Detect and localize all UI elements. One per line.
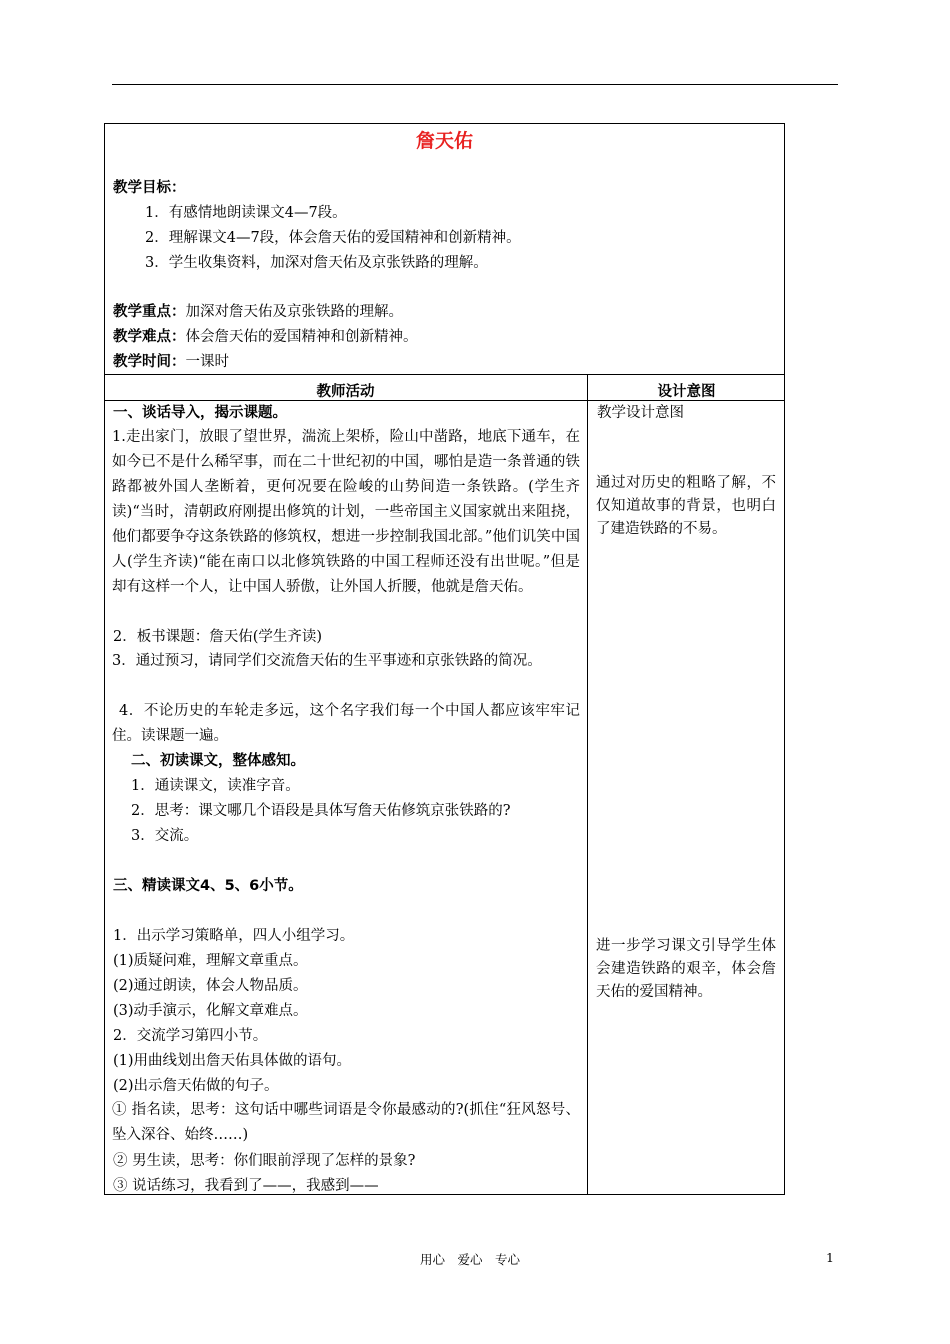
section-3-item: 1．出示学习策略单，四人小组学习。	[113, 928, 355, 944]
objective-item: 3．学生收集资料，加深对詹天佑及京张铁路的理解。	[145, 255, 488, 271]
page-number: 1	[826, 1250, 834, 1265]
difficulty-label: 教学难点：	[113, 329, 186, 345]
table-column-divider	[587, 374, 588, 1195]
key-point-label: 教学重点：	[113, 304, 186, 320]
section-3-item: 2．交流学习第四小节。	[113, 1028, 268, 1044]
section-3-step: ② 男生读，思考：你们眼前浮现了怎样的景象?	[113, 1153, 416, 1169]
section-1-paragraph: 1.走出家门，放眼了望世界，湍流上架桥，险山中凿路，地底下通车，在如今已不是什么稀罕事，而在二十世纪初的中国，哪怕是造一条普通的铁路都被外国人垄断着，更何况要在险峻的山势间造一条铁路。(学生齐读)“当时，清朝政府刚提出修筑的计划，一些帝国主义国家就出来阻挠，他们都要争夺这条铁路的修筑权，想进一步控制我国北部。”他们讥笑中国人(学生齐读)“能在南口以北修筑铁路的中国工程师还没有出世呢。”但是却有这样一个人，让中国人骄傲，让外国人折腰，他就是詹天佑。	[112, 429, 580, 595]
section-1-item: 2．板书课题：詹天佑(学生齐读)	[113, 629, 323, 645]
header-rule	[112, 84, 838, 85]
design-note: 进一步学习课文引导学生体会建造铁路的艰辛，体会詹天佑的爱国精神。	[596, 938, 776, 1000]
footer-motto: 用心 爱心 专心	[419, 1252, 520, 1267]
table-divider-header	[104, 374, 785, 375]
section-3-item: (2)出示詹天佑做的句子。	[113, 1078, 279, 1094]
section-1-item: 4．不论历史的车轮走多远，这个名字我们每一个中国人都应该牢牢记住。读课题一遍。	[112, 703, 580, 744]
duration-label: 教学时间：	[113, 354, 186, 370]
design-note: 教学设计意图	[597, 405, 684, 421]
section-1-item: 3．通过预习，请同学们交流詹天佑的生平事迹和京张铁路的简况。	[112, 653, 542, 669]
key-point-text: 加深对詹天佑及京张铁路的理解。	[185, 304, 403, 320]
section-3-item: (2)通过朗读，体会人物品质。	[113, 978, 308, 994]
section-2-item: 1．通读课文，读准字音。	[131, 778, 300, 794]
section-3-title: 三、精读课文4、5、6小节。	[113, 878, 303, 894]
section-3-item: (3)动手演示，化解文章难点。	[113, 1003, 308, 1019]
section-1-title: 一、谈话导入，揭示课题。	[113, 405, 287, 421]
design-intent-header: 设计意图	[657, 384, 716, 400]
section-3-item: (1)用曲线划出詹天佑具体做的语句。	[113, 1053, 352, 1069]
teacher-activity-header: 教师活动	[316, 384, 375, 400]
page-title: 詹天佑	[415, 130, 473, 152]
section-3-step: ① 指名读，思考：这句话中哪些词语是令你最感动的?(抓住“狂风怒号、坠入深谷、始终……)	[112, 1102, 580, 1143]
section-3-step: ③ 说话练习，我看到了——，我感到——	[113, 1178, 379, 1194]
objective-item: 1．有感情地朗读课文4—7段。	[145, 205, 347, 221]
difficulty-text: 体会詹天佑的爱国精神和创新精神。	[185, 329, 418, 345]
difficulty	[113, 329, 418, 345]
key-point	[113, 304, 403, 320]
section-2-item: 3．交流。	[131, 828, 199, 844]
section-2-title: 二、初读课文，整体感知。	[131, 753, 305, 769]
objective-item: 2．理解课文4—7段，体会詹天佑的爱国精神和创新精神。	[145, 230, 521, 246]
design-note: 通过对历史的粗略了解，不仅知道故事的背景，也明白了建造铁路的不易。	[596, 475, 776, 537]
duration	[113, 354, 229, 370]
objectives-label: 教学目标：	[113, 180, 186, 196]
duration-text: 一课时	[185, 354, 229, 370]
section-2-item: 2．思考：课文哪几个语段是具体写詹天佑修筑京张铁路的?	[131, 803, 511, 819]
section-3-item: (1)质疑问难，理解文章重点。	[113, 953, 308, 969]
